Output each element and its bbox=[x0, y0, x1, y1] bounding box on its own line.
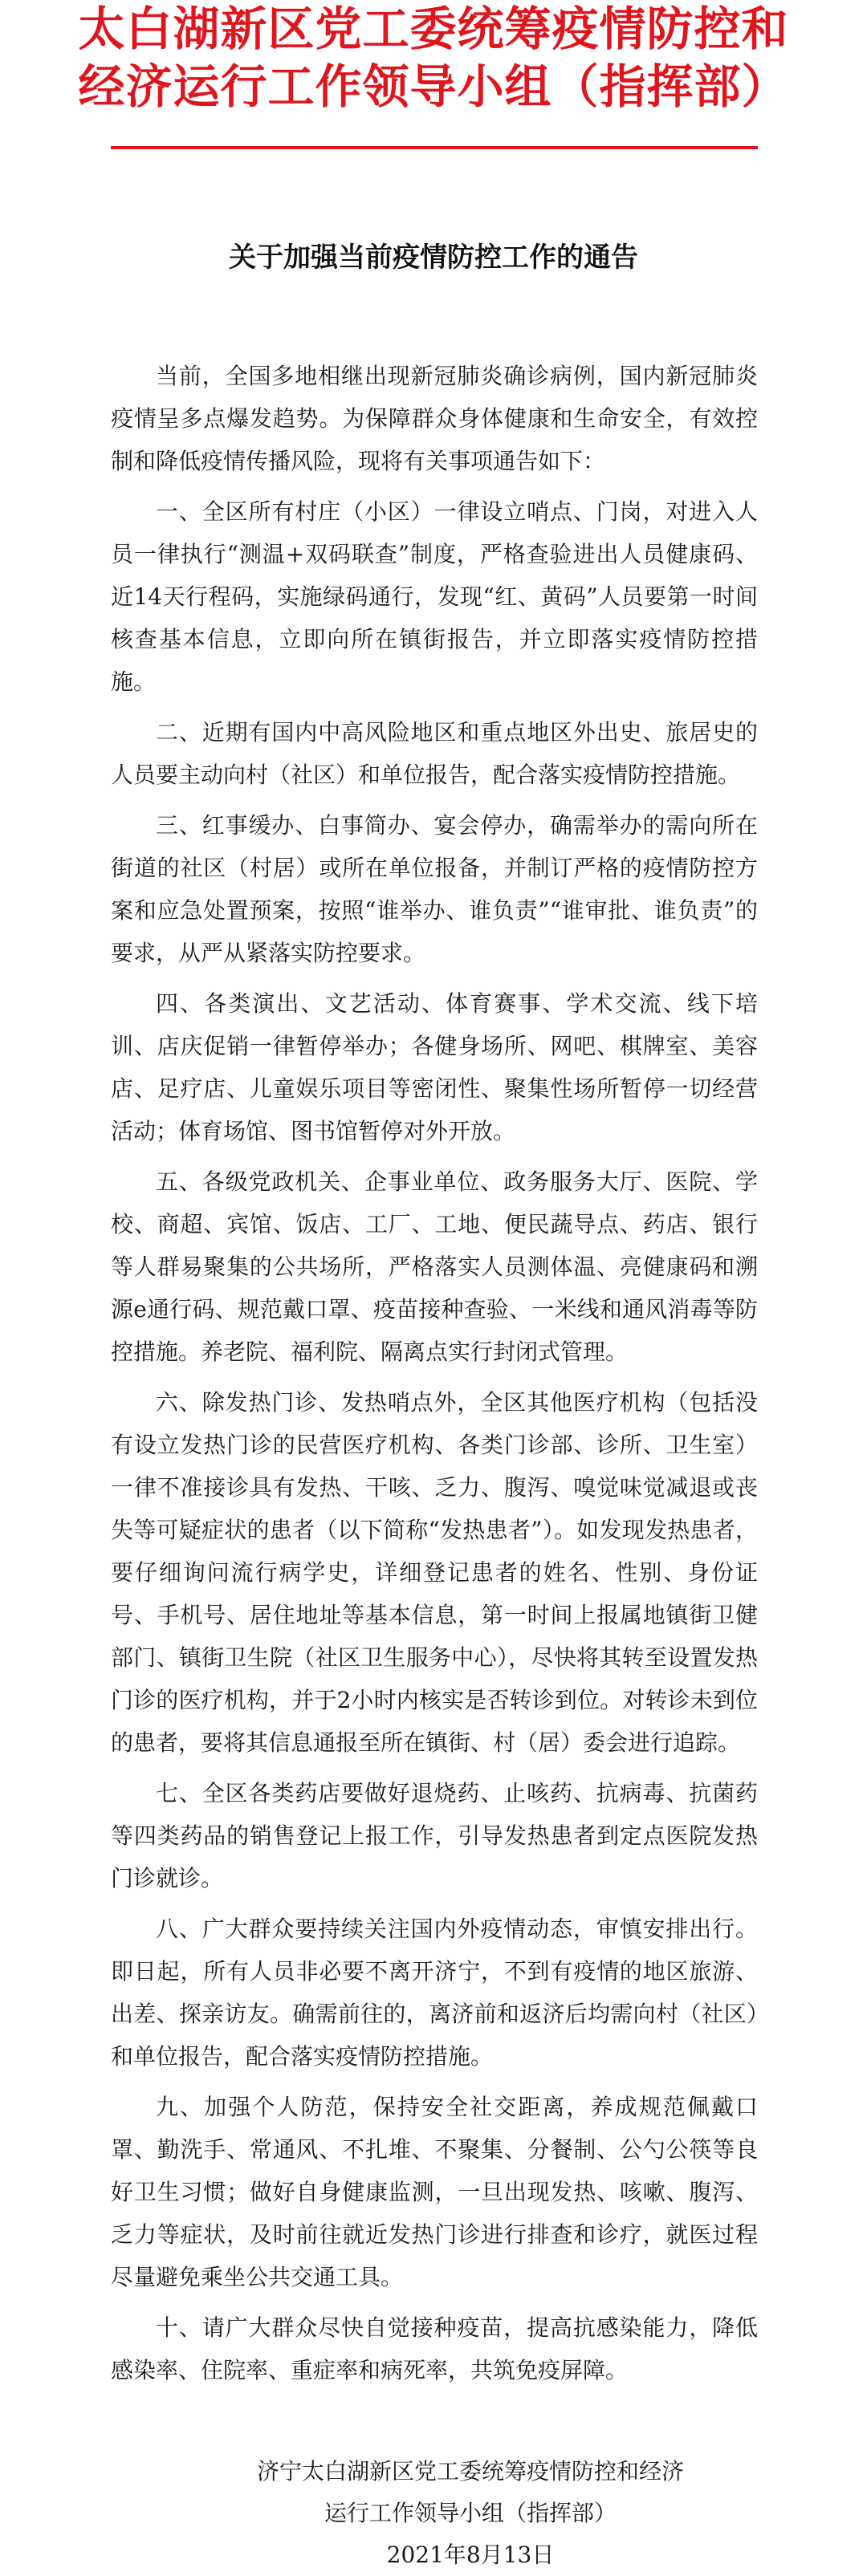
notice-title: 关于加强当前疫情防控工作的通告 bbox=[229, 242, 638, 274]
document-header bbox=[0, 0, 867, 160]
issuing-authority-title bbox=[0, 0, 867, 116]
paragraph-item-10: 十、请广大群众尽快自觉接种疫苗，提高抗感染能力，降低感染率、住院率、重症率和病死率，共筑免疫屏障。 bbox=[111, 2314, 758, 2383]
paragraph-item-3: 三、红事缓办、白事简办、宴会停办，确需举办的需向所在街道的社区（村居）或所在单位报备，并制订严格的疫情防控方案和应急处置预案，按照“谁举办、谁负责”“谁审批、谁负责”的要求，从严从紧落实防控要求。 bbox=[111, 812, 758, 966]
signature-org-line-1: 济宁太白湖新区党工委统筹疫情防控和经济 bbox=[256, 2458, 684, 2485]
paragraph-item-7: 七、全区各类药店要做好退烧药、止咳药、抗病毒、抗菌药等四类药品的销售登记上报工作，引导发热患者到定点医院发热门诊就诊。 bbox=[111, 1780, 758, 1891]
paragraph-item-1: 一、全区所有村庄（小区）一律设立哨点、门岗，对进入人员一律执行“测温+双码联查”制度，严格查验进出人员健康码、近14天行程码，实施绿码通行，发现“红、黄码”人员要第一时间核查基本信息，立即向所在镇街报告，并立即落实疫情防控措施。 bbox=[111, 498, 758, 695]
paragraph-item-2: 二、近期有国内中高风险地区和重点地区外出史、旅居史的人员要主动向村（社区）和单位报告，配合落实疫情防控措施。 bbox=[111, 719, 758, 788]
issuing-authority-line-2: 经济运行工作领导小组（指挥部） bbox=[78, 59, 789, 114]
paragraph-item-8: 八、广大群众要持续关注国内外疫情动态，审慎安排出行。即日起，所有人员非必要不离开济宁，不到有疫情的地区旅游、出差、探亲访友。确需前往的，离济前和返济后均需向村（社区）和单位报告，配合落实疫情防控措施。 bbox=[111, 1916, 758, 2070]
issuing-authority-line-1: 太白湖新区党工委统筹疫情防控和 bbox=[78, 2, 789, 56]
signature-org-line-2: 运行工作领导小组（指挥部） bbox=[324, 2500, 617, 2526]
notice-body bbox=[111, 355, 758, 2399]
paragraph-item-9: 九、加强个人防范，保持安全社交距离，养成规范佩戴口罩、勤洗手、常通风、不扎堆、不聚集、分餐制、公勺公筷等良好卫生习惯；做好自身健康监测，一旦出现发热、咳嗽、腹泻、乏力等症状，及时前往就近发热门诊进行排查和诊疗，就医过程尽量避免乘坐公共交通工具。 bbox=[111, 2094, 758, 2290]
red-header-divider bbox=[111, 146, 758, 149]
paragraph-item-5: 五、各级党政机关、企事业单位、政务服务大厅、医院、学校、商超、宾馆、饭店、工厂、工地、便民蔬导点、药店、银行等人群易聚集的公共场所，严格落实人员测体温、亮健康码和溯源e通行码、规范戴口罩、疫苗接种查验、一米线和通风消毒等防控措施。养老院、福利院、隔离点实行封闭式管理。 bbox=[111, 1168, 758, 1365]
signature-block bbox=[111, 2451, 758, 2576]
paragraph-item-4: 四、各类演出、文艺活动、体育赛事、学术交流、线下培训、店庆促销一律暂停举办；各健身场所、网吧、棋牌室、美容店、足疗店、儿童娱乐项目等密闭性、聚集性场所暂停一切经营活动；体育场馆、图书馆暂停对外开放。 bbox=[111, 990, 758, 1144]
paragraph-intro: 当前，全国多地相继出现新冠肺炎确诊病例，国内新冠肺炎疫情呈多点爆发趋势。为保障群众身体健康和生命安全，有效控制和降低疫情传播风险，现将有关事项通告如下： bbox=[111, 363, 758, 474]
signature-date: 2021年8月13日 bbox=[386, 2541, 555, 2568]
paragraph-item-6: 六、除发热门诊、发热哨点外，全区其他医疗机构（包括没有设立发热门诊的民营医疗机构、各类门诊部、诊所、卫生室）一律不准接诊具有发热、干咳、乏力、腹泻、嗅觉味觉减退或丧失等可疑症状的患者（以下简称“发热患者”）。如发现发热患者，要仔细询问流行病学史，详细登记患者的姓名、性别、身份证号、手机号、居住地址等基本信息，第一时间上报属地镇街卫健部门、镇街卫生院（社区卫生服务中心），尽快将其转至设置发热门诊的医疗机构，并于2小时内核实是否转诊到位。对转诊未到位的患者，要将其信息通报至所在镇街、村（居）委会进行追踪。 bbox=[111, 1389, 758, 1756]
